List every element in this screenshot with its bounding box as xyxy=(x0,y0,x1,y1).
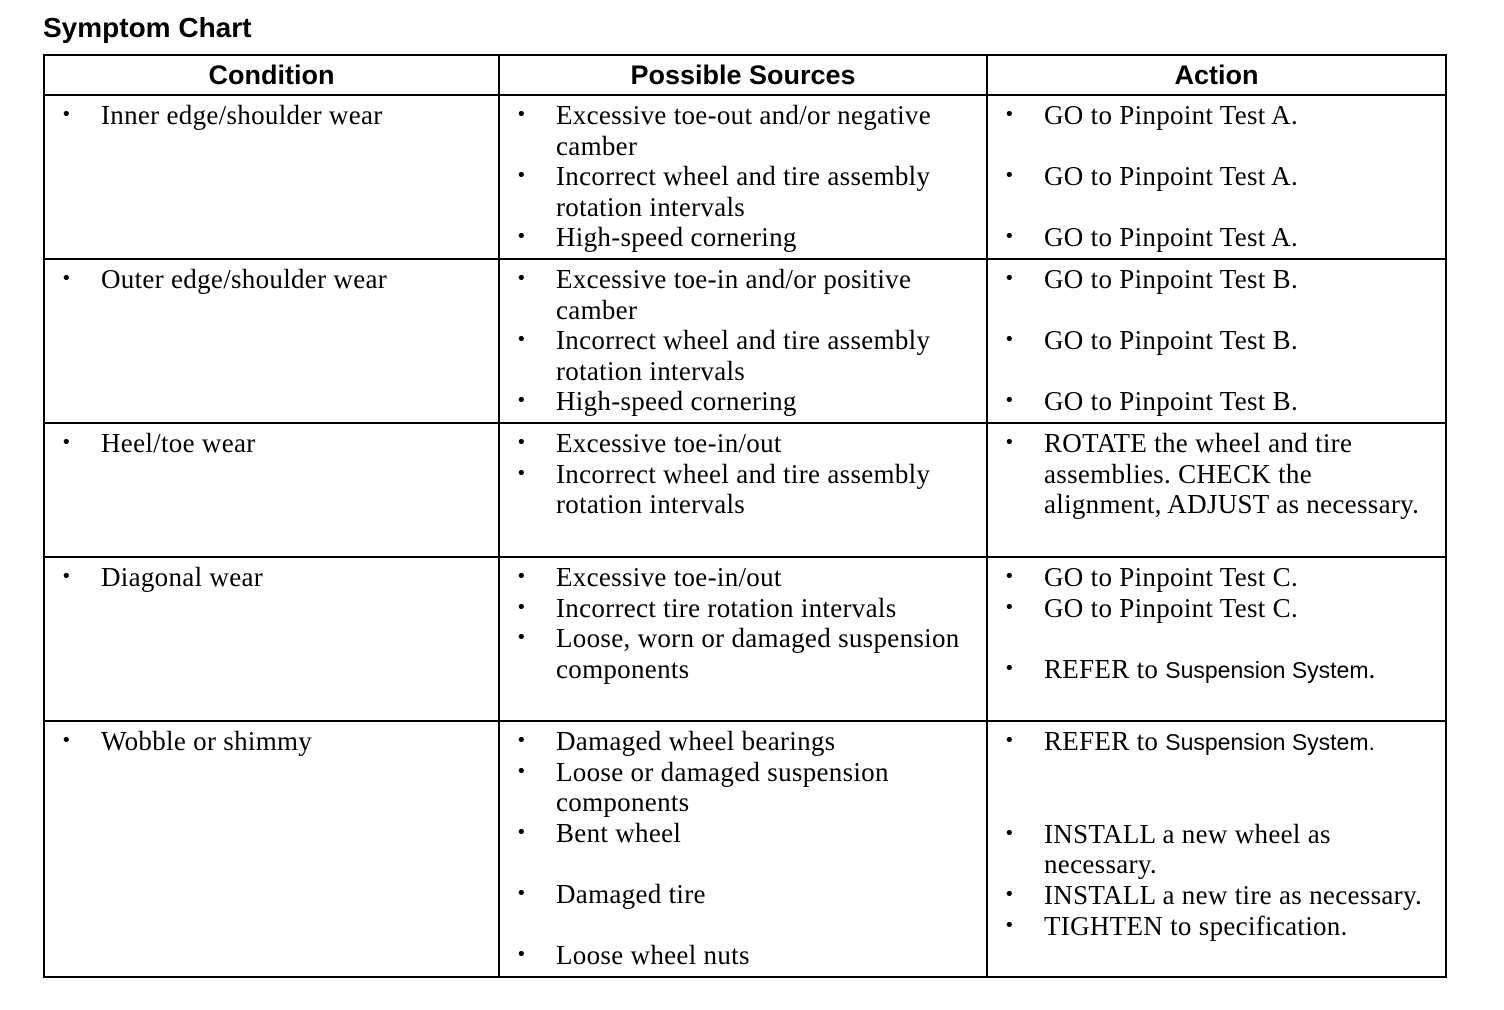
bullet-icon: • xyxy=(1004,883,1015,905)
list-item: • Excessive toe-in and/or positive camber xyxy=(516,264,912,325)
symptom-table xyxy=(43,54,1447,978)
spacer xyxy=(998,295,1435,326)
bullet-icon: • xyxy=(516,627,527,649)
bullet-icon: • xyxy=(1004,104,1015,125)
list-item: • Damaged tire xyxy=(516,878,706,909)
condition-cell xyxy=(44,557,499,721)
bullet-icon: • xyxy=(516,760,527,782)
list-item: • Heel/toe wear xyxy=(61,428,256,458)
action-cell xyxy=(987,95,1446,259)
bullet-icon: • xyxy=(516,566,527,587)
condition-cell xyxy=(44,259,499,423)
bullet-icon: • xyxy=(516,390,527,412)
list-item: • High-speed cornering xyxy=(516,386,797,417)
bullet-icon: • xyxy=(1004,657,1015,679)
list-item: • Loose wheel nuts xyxy=(516,940,750,971)
list-item: • Loose, worn or damaged suspension components xyxy=(516,623,960,684)
list-item: • TIGHTEN to specification. xyxy=(1004,910,1348,941)
header-condition: Condition xyxy=(44,55,499,95)
spacer xyxy=(510,910,976,941)
bullet-icon: • xyxy=(1004,566,1015,587)
chart-title: Symptom Chart xyxy=(43,12,252,43)
bullet-icon: • xyxy=(516,165,527,187)
bullet-icon: • xyxy=(516,596,527,618)
spacer xyxy=(998,356,1435,387)
action-cell xyxy=(987,557,1446,721)
list-item: • Outer edge/shoulder wear xyxy=(61,264,388,294)
bullet-icon: • xyxy=(516,329,527,351)
header-row xyxy=(44,55,1446,95)
bullet-icon: • xyxy=(1004,914,1015,936)
condition-cell xyxy=(44,95,499,259)
list-item: • Excessive toe-in/out xyxy=(516,562,782,592)
spacer xyxy=(998,131,1435,162)
condition-cell xyxy=(44,721,499,977)
list-item: • Wobble or shimmy xyxy=(61,726,313,756)
action-cell xyxy=(987,259,1446,423)
bullet-icon: • xyxy=(1004,165,1015,187)
action-cell xyxy=(987,721,1446,977)
header-action: Action xyxy=(987,55,1446,95)
bullet-icon: • xyxy=(516,730,527,751)
sources-cell xyxy=(499,557,987,721)
bullet-icon: • xyxy=(61,104,72,125)
bullet-icon: • xyxy=(1004,268,1015,289)
bullet-icon: • xyxy=(516,268,527,289)
list-item: • INSTALL a new tire as necessary. xyxy=(1004,879,1423,910)
list-item: • REFER to Suspension System. xyxy=(1004,653,1376,684)
bullet-icon: • xyxy=(61,268,72,289)
condition-cell xyxy=(44,423,499,557)
bullet-icon: • xyxy=(516,226,527,248)
list-item: • GO to Pinpoint Test A. xyxy=(1004,100,1298,130)
spacer xyxy=(510,848,976,879)
list-item: • GO to Pinpoint Test A. xyxy=(1004,222,1298,253)
list-item: • Damaged wheel bearings xyxy=(516,726,836,756)
list-item: • Diagonal wear xyxy=(61,562,264,592)
list-item: • Incorrect tire rotation intervals xyxy=(516,592,897,623)
list-item: • GO to Pinpoint Test B. xyxy=(1004,386,1298,417)
list-item: • INSTALL a new wheel as necessary. xyxy=(1004,818,1331,880)
sources-cell xyxy=(499,721,987,977)
bullet-icon: • xyxy=(1004,822,1015,844)
list-item: • Incorrect wheel and tire assembly rotation intervals xyxy=(516,325,931,386)
sources-cell xyxy=(499,259,987,423)
table-row xyxy=(44,95,1446,259)
bullet-icon: • xyxy=(61,566,72,587)
list-item: • Incorrect wheel and tire assembly rotation intervals xyxy=(516,458,931,520)
spacer xyxy=(998,788,1435,819)
bullet-icon: • xyxy=(516,821,527,843)
bullet-icon: • xyxy=(61,730,72,751)
table-row xyxy=(44,557,1446,721)
list-item: • Excessive toe-in/out xyxy=(516,428,782,458)
bullet-icon: • xyxy=(61,432,72,453)
table-row xyxy=(44,423,1446,557)
list-item: • GO to Pinpoint Test B. xyxy=(1004,264,1298,294)
list-item: • GO to Pinpoint Test A. xyxy=(1004,161,1298,192)
bullet-icon: • xyxy=(1004,226,1015,248)
list-item: • GO to Pinpoint Test B. xyxy=(1004,325,1298,356)
list-item: • GO to Pinpoint Test C. xyxy=(1004,562,1298,592)
spacer xyxy=(998,758,1435,789)
bullet-icon: • xyxy=(516,432,527,453)
sources-cell xyxy=(499,95,987,259)
bullet-icon: • xyxy=(516,944,527,966)
bullet-icon: • xyxy=(1004,432,1015,453)
list-item: • Inner edge/shoulder wear xyxy=(61,100,383,130)
table-row xyxy=(44,721,1446,977)
bullet-icon: • xyxy=(1004,730,1015,751)
spacer xyxy=(998,623,1435,654)
list-item: • ROTATE the wheel and tire assemblies. CHECK the alignment, ADJUST as necessary. xyxy=(1004,428,1420,520)
list-item: • Loose or damaged suspension components xyxy=(516,756,889,818)
list-item: • REFER to Suspension System. xyxy=(1004,726,1375,756)
bullet-icon: • xyxy=(516,882,527,904)
reference-link[interactable]: Suspension System. xyxy=(1165,729,1375,755)
table-row xyxy=(44,259,1446,423)
sources-cell xyxy=(499,423,987,557)
list-item: • Bent wheel xyxy=(516,817,682,848)
list-item: • Incorrect wheel and tire assembly rotation intervals xyxy=(516,161,931,222)
bullet-icon: • xyxy=(1004,329,1015,351)
bullet-icon: • xyxy=(1004,596,1015,618)
spacer xyxy=(998,192,1435,223)
action-cell xyxy=(987,423,1446,557)
bullet-icon: • xyxy=(516,104,527,125)
list-item: • High-speed cornering xyxy=(516,222,797,253)
list-item: • Excessive toe-out and/or negative camber xyxy=(516,100,932,161)
bullet-icon: • xyxy=(1004,390,1015,412)
list-item: • GO to Pinpoint Test C. xyxy=(1004,592,1298,623)
bullet-icon: • xyxy=(516,462,527,484)
reference-link[interactable]: Suspension System xyxy=(1165,656,1369,683)
header-possible-sources: Possible Sources xyxy=(499,55,987,95)
